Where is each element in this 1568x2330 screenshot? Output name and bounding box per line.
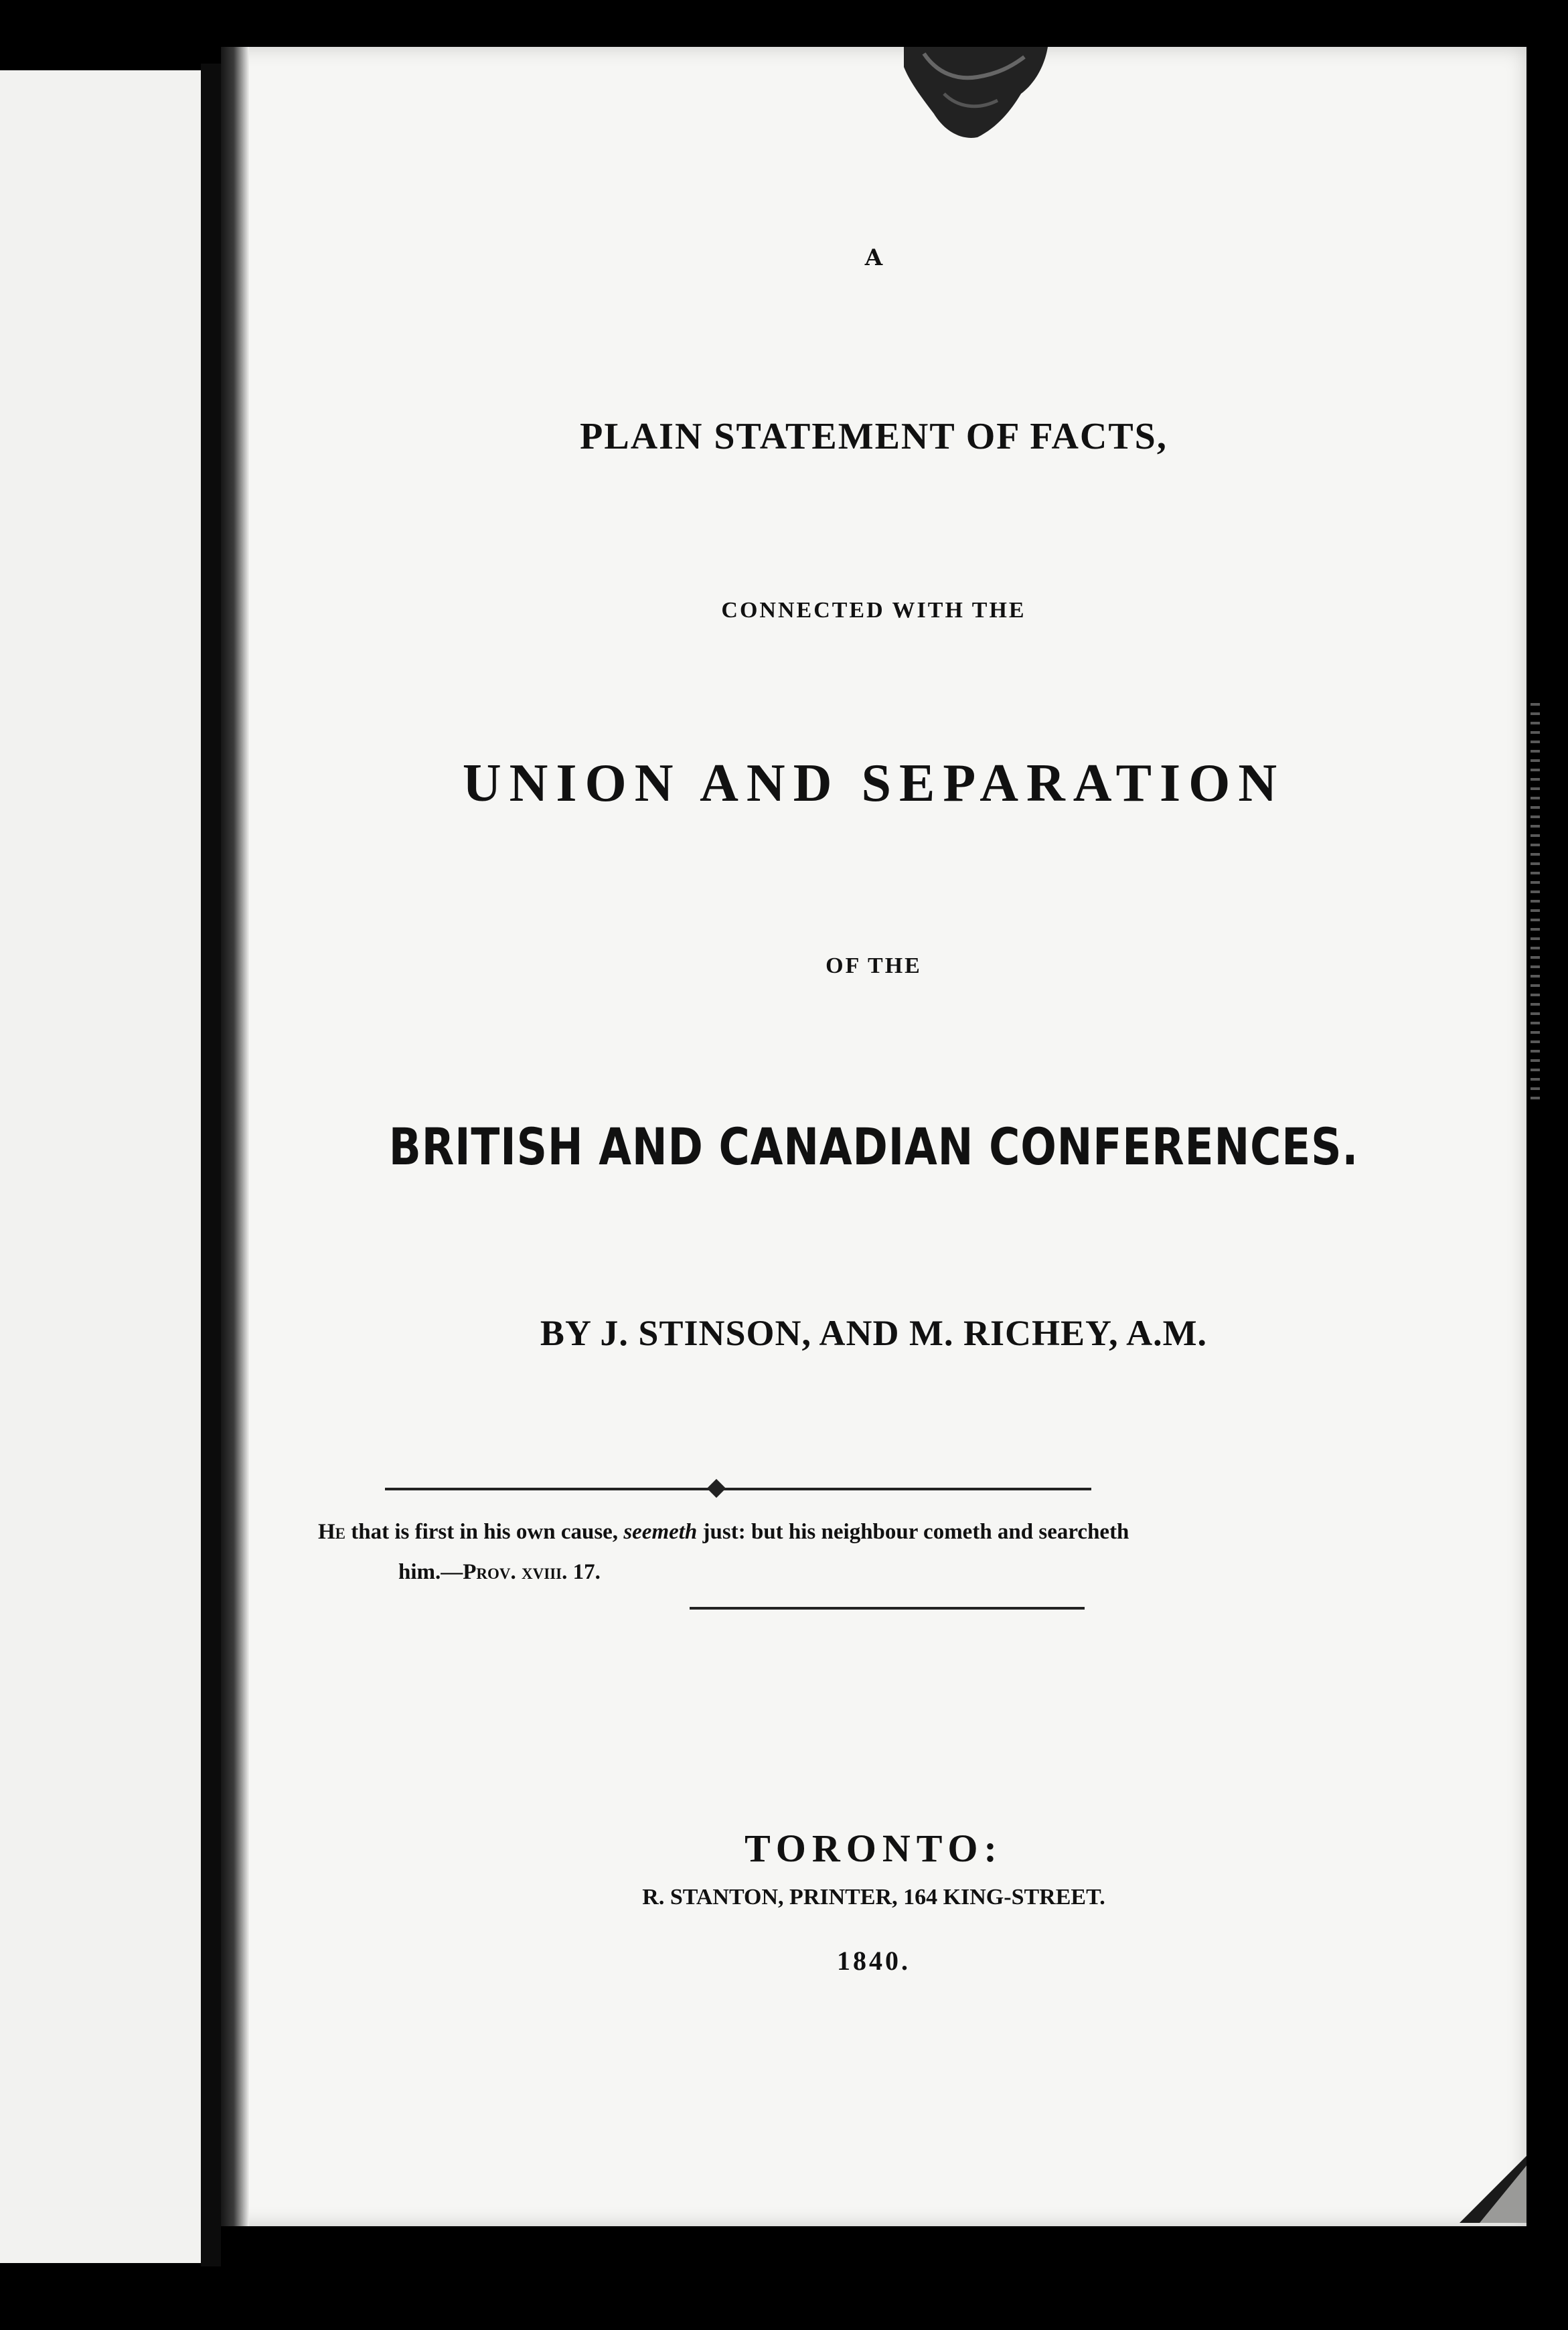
title-conferences: BRITISH AND CANADIAN CONFERENCES. [388, 1117, 1359, 1176]
title-subject: UNION AND SEPARATION [462, 754, 1285, 813]
epigraph-line-1 [318, 1520, 1329, 1545]
scanner-edge [1526, 0, 1568, 2330]
imprint-printer: R. STANTON, PRINTER, 164 KING-STREET. [642, 1885, 1105, 1910]
adjacent-leaf [0, 70, 201, 2263]
epigraph-text-a: that is first in his own cause, [345, 1520, 624, 1544]
title-article: A [864, 244, 883, 271]
top-rule [385, 1488, 1091, 1490]
bottom-rule [690, 1607, 1085, 1610]
epigraph-text-b: just: but his neighbour cometh and searcheth [697, 1520, 1129, 1544]
epigraph-text-c: him.— [398, 1560, 463, 1584]
epigraph-reference: Prov. xviii. 17. [463, 1560, 601, 1584]
epigraph-emphasis: seemeth [623, 1520, 698, 1544]
authors-line: BY J. STINSON, AND M. RICHEY, A.M. [540, 1313, 1208, 1353]
title-connector: CONNECTED WITH THE [721, 598, 1026, 623]
title-main: PLAIN STATEMENT OF FACTS, [580, 416, 1168, 457]
paper-damage-mark [897, 47, 1054, 141]
epigraph-first-word: He [318, 1520, 346, 1544]
gutter-shadow [201, 64, 221, 2266]
title-of-the: OF THE [826, 953, 922, 978]
imprint-city: TORONTO: [744, 1827, 1003, 1870]
epigraph-line-2 [398, 1560, 1409, 1585]
imprint-year: 1840. [837, 1946, 911, 1976]
